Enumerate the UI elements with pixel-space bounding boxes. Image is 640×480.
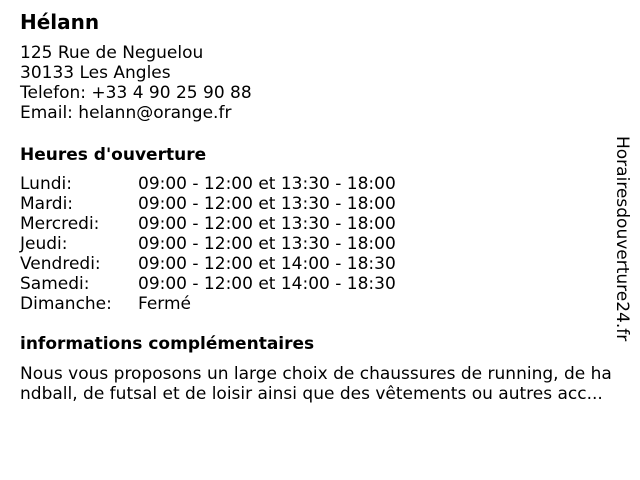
hours-time: 09:00 - 12:00 et 13:30 - 18:00 (138, 234, 396, 254)
hours-day: Jeudi: (20, 234, 68, 254)
address-block (20, 43, 252, 123)
hours-row-tuesday (20, 194, 440, 214)
hours-time: Fermé (138, 294, 192, 314)
opening-hours-heading: Heures d'ouverture (20, 145, 207, 165)
hours-day: Mardi: (20, 194, 74, 214)
email-line: Email: helann@orange.fr (20, 103, 232, 123)
business-name: Hélann (20, 10, 100, 34)
hours-time: 09:00 - 12:00 et 14:00 - 18:30 (138, 274, 396, 294)
hours-row-wednesday (20, 214, 440, 234)
hours-time: 09:00 - 12:00 et 13:30 - 18:00 (138, 194, 396, 214)
hours-day: Samedi: (20, 274, 90, 294)
hours-time: 09:00 - 12:00 et 13:30 - 18:00 (138, 214, 396, 234)
hours-day: Lundi: (20, 174, 72, 194)
site-watermark: Horairesdouverture24.fr (612, 136, 632, 342)
phone-line: Telefon: +33 4 90 25 90 88 (20, 83, 252, 103)
additional-info-text: Nous vous proposons un large choix de chaussures de running, de handball, de futsal et de loisir ainsi que des vêtements ou autres acc... (20, 364, 612, 404)
hours-row-thursday (20, 234, 440, 254)
hours-row-sunday (20, 294, 440, 314)
opening-hours-table (20, 174, 440, 314)
additional-info-heading: informations complémentaires (20, 334, 315, 354)
hours-row-friday (20, 254, 440, 274)
hours-day: Dimanche: (20, 294, 112, 314)
hours-row-saturday (20, 274, 440, 294)
hours-day: Mercredi: (20, 214, 100, 234)
hours-time: 09:00 - 12:00 et 13:30 - 18:00 (138, 174, 396, 194)
hours-row-monday (20, 174, 440, 194)
hours-day: Vendredi: (20, 254, 101, 274)
hours-time: 09:00 - 12:00 et 14:00 - 18:30 (138, 254, 396, 274)
address-street: 125 Rue de Neguelou (20, 43, 204, 63)
address-city: 30133 Les Angles (20, 63, 171, 83)
